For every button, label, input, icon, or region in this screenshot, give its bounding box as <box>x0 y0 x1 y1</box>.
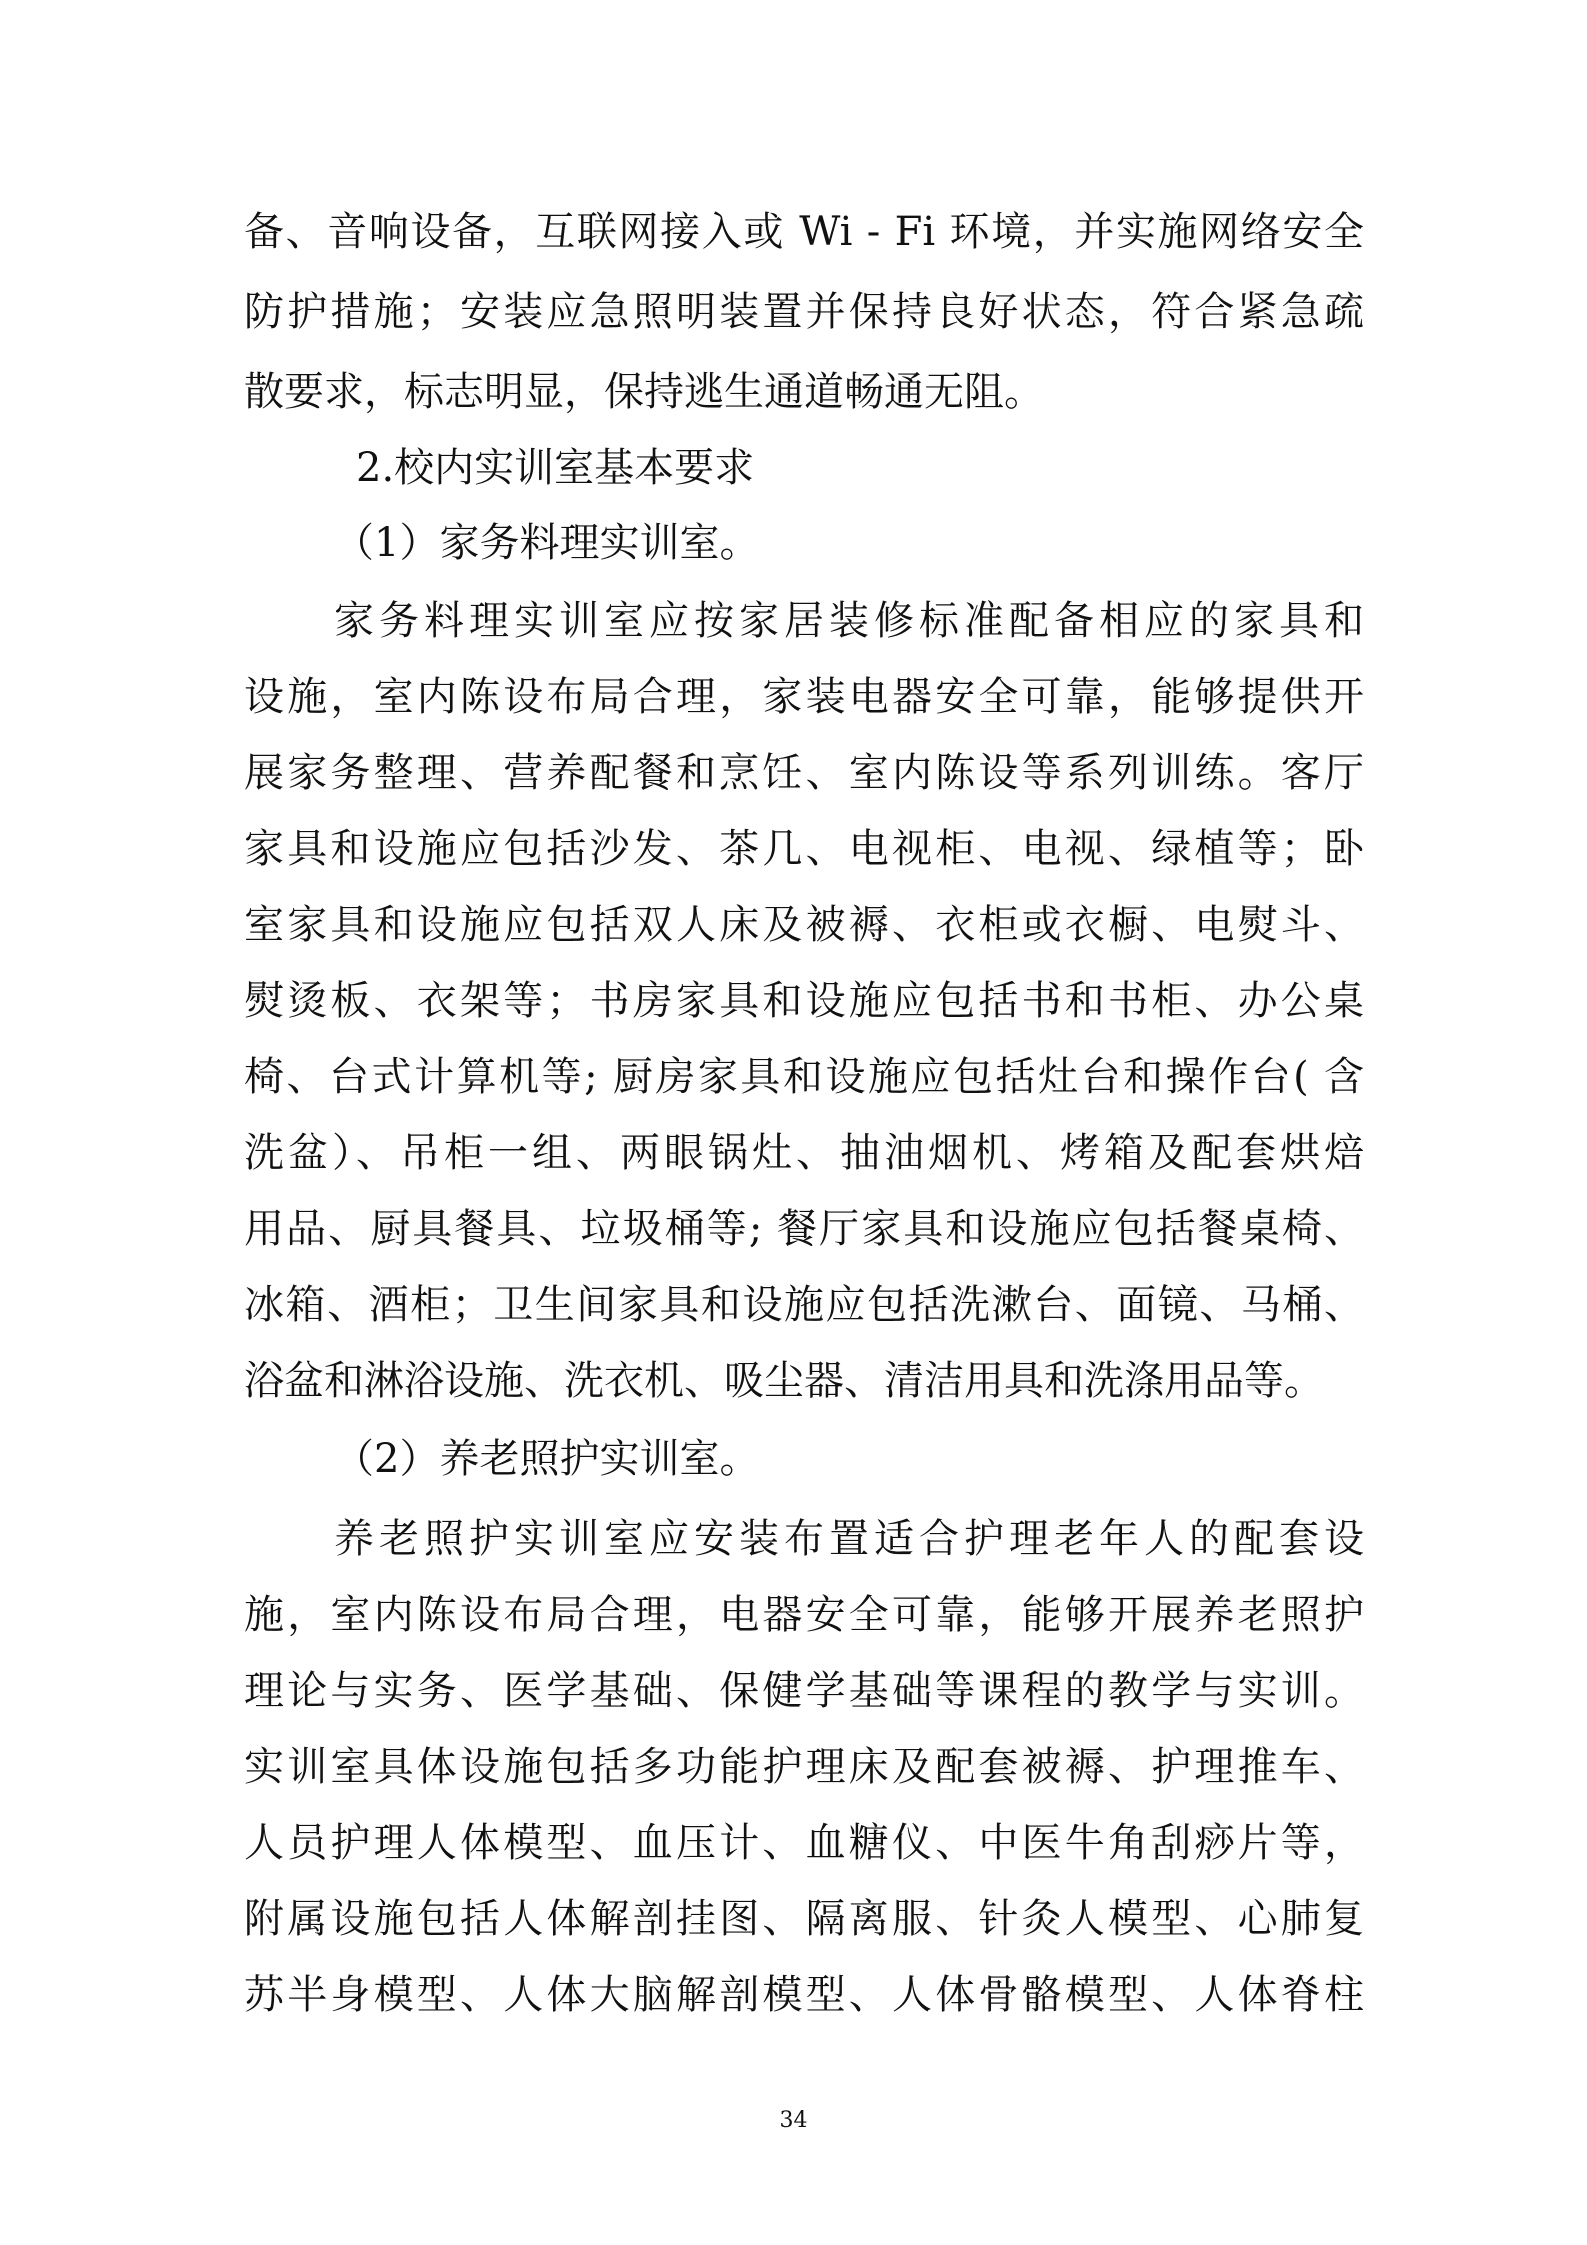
body-text-line: 附属设施包括人体解剖挂图、隔离服、针灸人模型、心肺复 <box>244 1896 1364 1942</box>
body-text-line: 实训室具体设施包括多功能护理床及配套被褥、护理推车、 <box>244 1744 1364 1790</box>
subsection-heading: （1）家务料理实训室。 <box>334 520 760 566</box>
body-text-line: 防护措施；安装应急照明装置并保持良好状态，符合紧急疏 <box>244 289 1364 335</box>
body-text-line: 苏半身模型、人体大脑解剖模型、人体骨骼模型、人体脊柱 <box>244 1972 1364 2018</box>
body-text-line: 浴盆和淋浴设施、洗衣机、吸尘器、清洁用具和洗涤用品等。 <box>244 1358 1324 1404</box>
section-heading: 2.校内实训室基本要求 <box>356 445 755 491</box>
body-text-line: 理论与实务、医学基础、保健学基础等课程的教学与实训。 <box>244 1668 1364 1714</box>
body-text-line: 养老照护实训室应安装布置适合护理老年人的配套设 <box>334 1516 1364 1562</box>
body-text-line: 人员护理人体模型、血压计、血糖仪、中医牛角刮痧片等， <box>244 1820 1364 1866</box>
subsection-heading: （2）养老照护实训室。 <box>334 1436 760 1482</box>
body-text-line: 冰箱、酒柜；卫生间家具和设施应包括洗漱台、面镜、马桶、 <box>244 1282 1364 1328</box>
body-text-line: 熨烫板、衣架等；书房家具和设施应包括书和书柜、办公桌 <box>244 978 1364 1024</box>
body-text-line: 洗盆）、吊柜一组、两眼锅灶、抽油烟机、烤箱及配套烘焙 <box>244 1130 1364 1176</box>
body-text-line: 家务料理实训室应按家居装修标准配备相应的家具和 <box>334 598 1364 644</box>
body-text-line: 散要求，标志明显，保持逃生通道畅通无阻。 <box>244 369 1044 415</box>
body-text-line: 室家具和设施应包括双人床及被褥、衣柜或衣橱、电熨斗、 <box>244 902 1364 948</box>
body-text-line: 家具和设施应包括沙发、茶几、电视柜、电视、绿植等；卧 <box>244 826 1364 872</box>
body-text-line: 用品、厨具餐具、垃圾桶等; 餐厅家具和设施应包括餐桌椅、 <box>244 1206 1364 1252</box>
body-text-line: 施，室内陈设布局合理，电器安全可靠，能够开展养老照护 <box>244 1592 1364 1638</box>
body-text-line: 备、音响设备，互联网接入或 Wi - Fi 环境，并实施网络安全 <box>244 209 1364 255</box>
body-text-line: 展家务整理、营养配餐和烹饪、室内陈设等系列训练。客厅 <box>244 750 1364 796</box>
page-number: 34 <box>779 2108 808 2133</box>
body-text-line: 椅、台式计算机等; 厨房家具和设施应包括灶台和操作台( 含 <box>244 1054 1364 1100</box>
body-text-line: 设施，室内陈设布局合理，家装电器安全可靠，能够提供开 <box>244 674 1364 720</box>
